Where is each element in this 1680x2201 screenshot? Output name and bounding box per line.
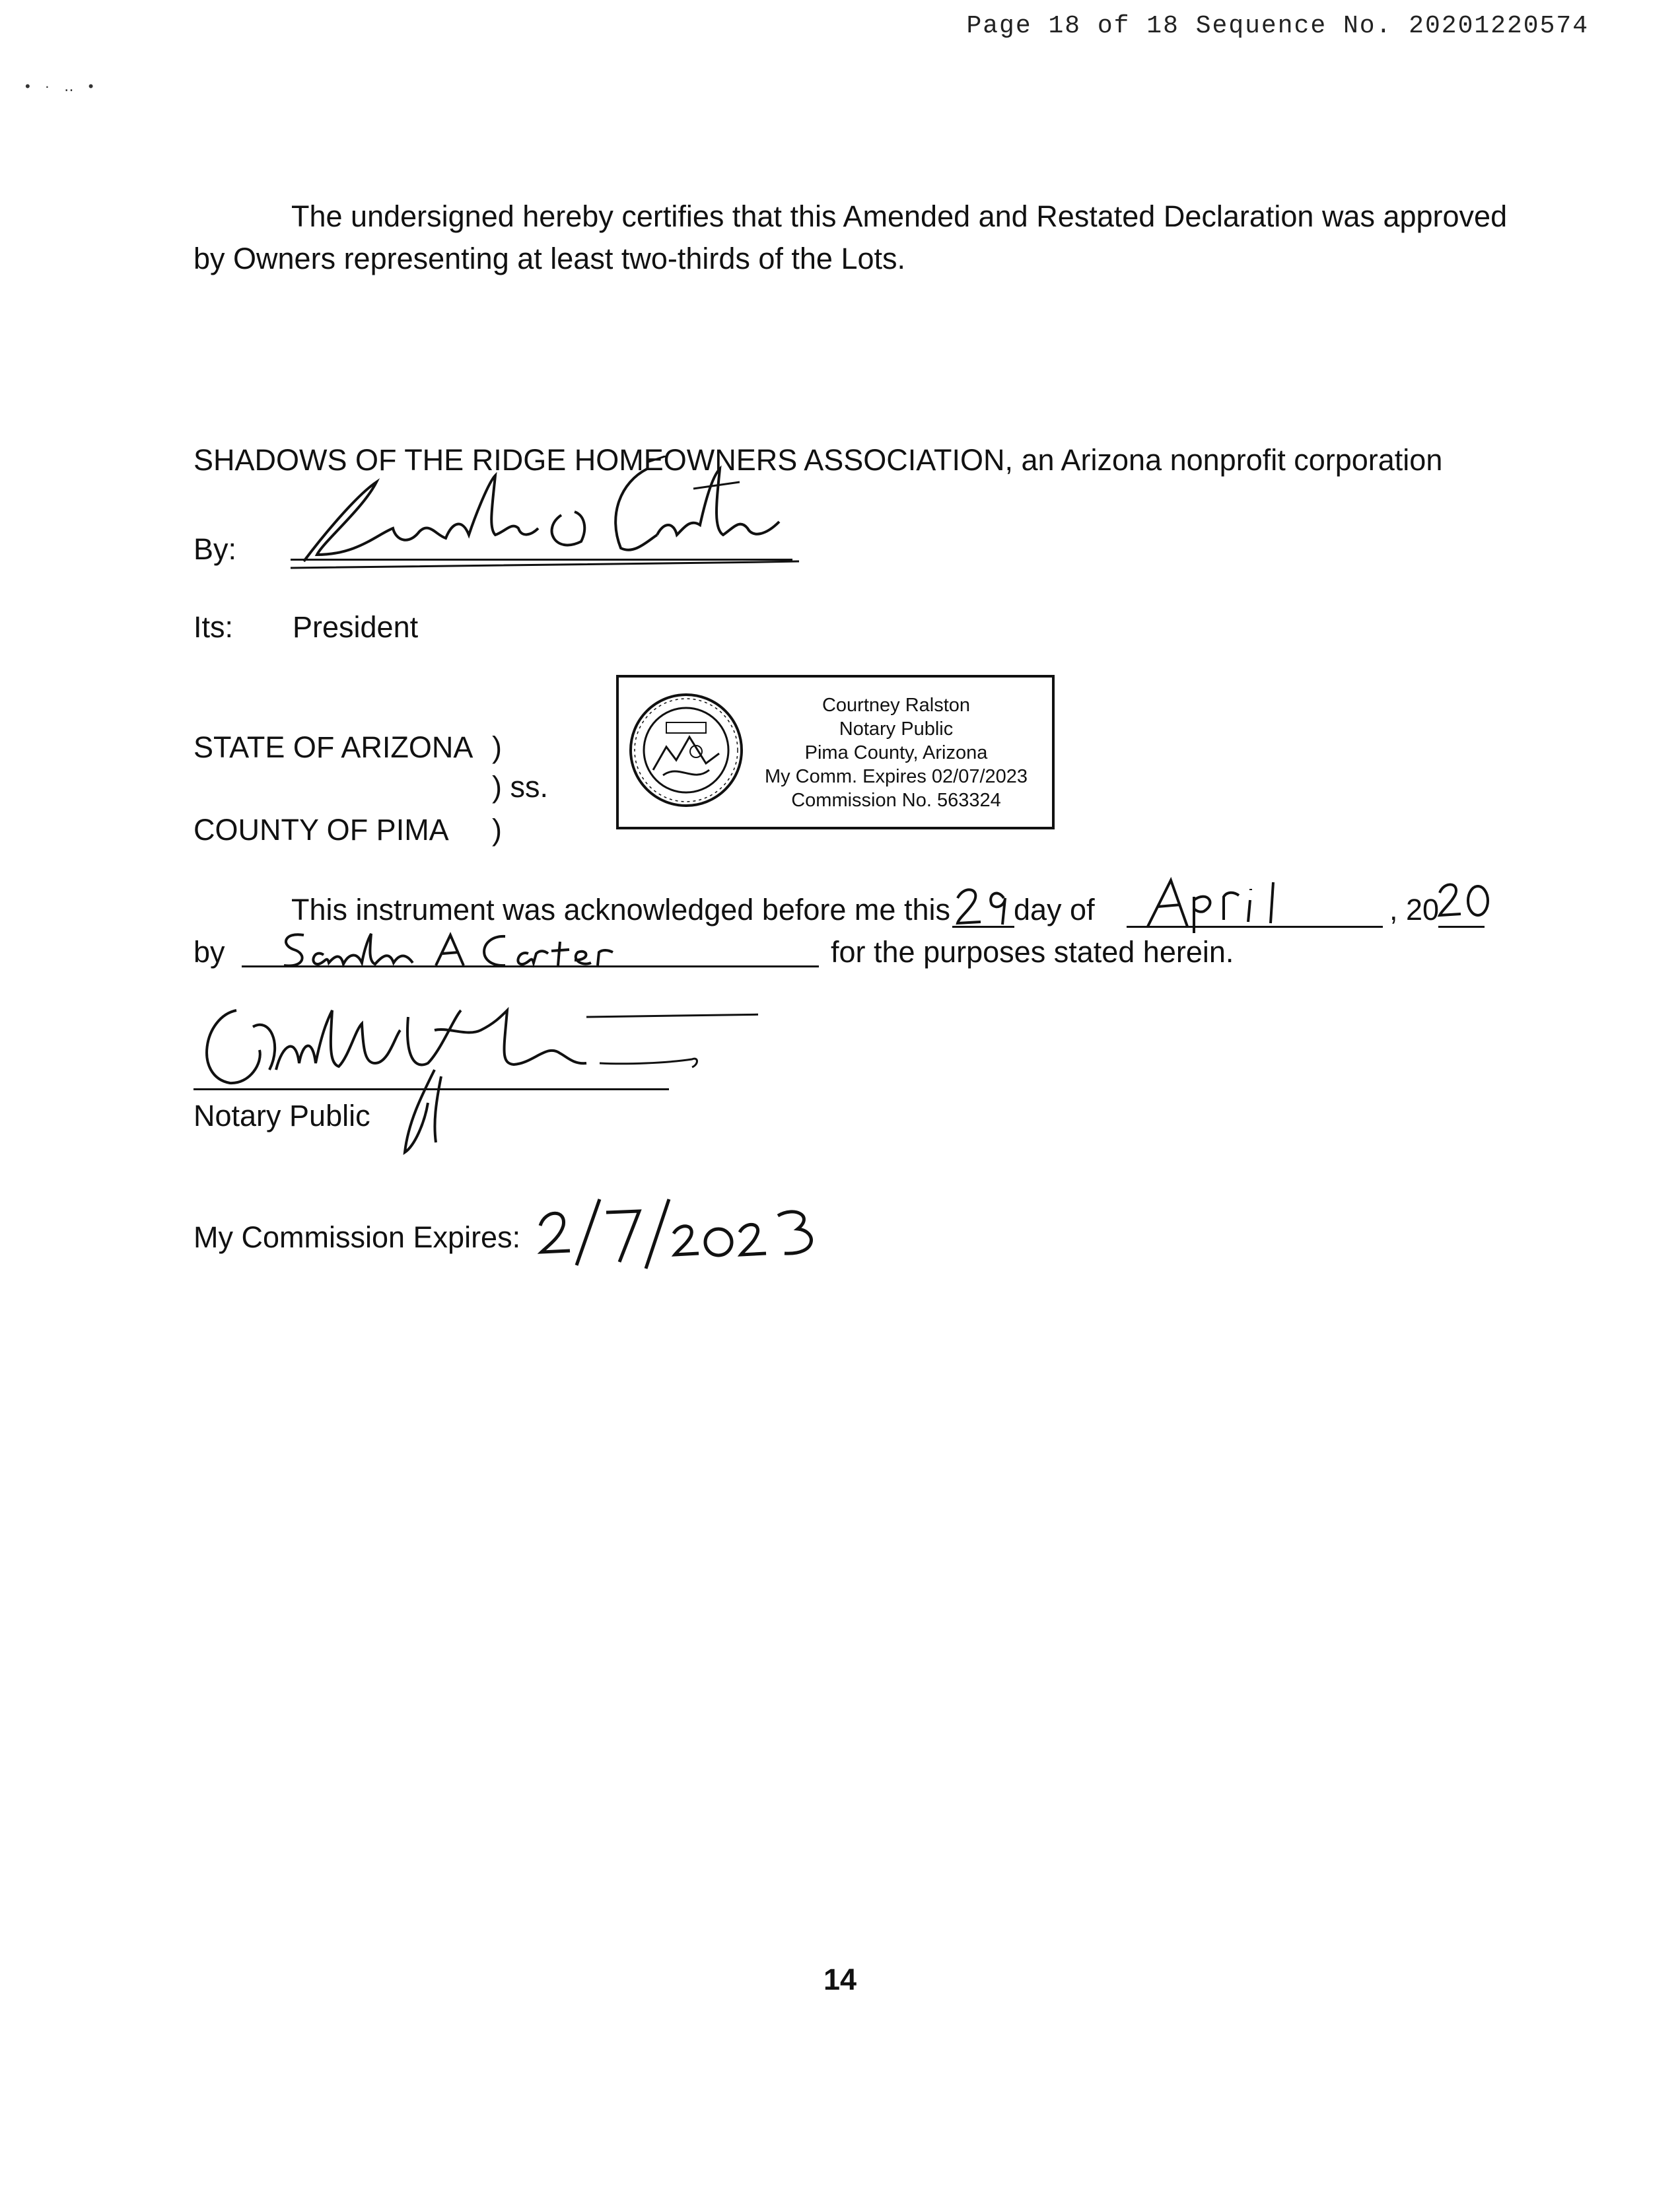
handwritten-month [1141, 870, 1286, 936]
year-line [1438, 926, 1485, 928]
stamp-county: Pima County, Arizona [804, 742, 988, 763]
venue-ss: ) ss. [492, 770, 548, 804]
organization-name: SHADOWS OF THE RIDGE HOMEOWNERS ASSOCIATION, an Arizona nonprofit corporation [193, 443, 1443, 477]
handwritten-acknowledged-name [277, 922, 621, 975]
by-label: By: [193, 532, 237, 566]
handwritten-commission-date [534, 1193, 824, 1272]
sequence-header: Page 18 of 18 Sequence No. 20201220574 [966, 12, 1589, 40]
stamp-notary-name: Courtney Ralston [822, 695, 971, 716]
venue-state: STATE OF ARIZONA [193, 730, 473, 764]
handwritten-day [951, 878, 1017, 931]
commission-expires-label: My Commission Expires: [193, 1220, 521, 1254]
state-seal-icon [627, 691, 746, 810]
stamp-expires: My Comm. Expires 02/07/2023 [764, 766, 1028, 787]
its-label: Its: [193, 610, 234, 644]
certification-paragraph [193, 195, 1514, 280]
stamp-commission: Commission No. 563324 [791, 790, 1001, 811]
venue-paren-bottom: ) [492, 813, 502, 847]
president-signature [277, 456, 819, 575]
notary-stamp-text [751, 693, 1041, 812]
certification-text: The undersigned hereby certifies that this Amended and Restated Declaration was approved by Owners representing at least two-thirds of the Lots. [193, 199, 1508, 275]
its-value: President [293, 610, 419, 644]
acknowledgment-prefix: This instrument was acknowledged before me this [291, 893, 950, 926]
handwritten-year [1434, 873, 1494, 926]
notary-stamp [616, 675, 1055, 829]
scan-specks: •·‥• [25, 78, 108, 94]
notary-public-label: Notary Public [193, 1099, 370, 1133]
acknowledgment-by-label: by [193, 935, 225, 969]
notary-signature-line [193, 1088, 669, 1090]
venue-paren-top: ) [492, 730, 502, 764]
stamp-notary-title: Notary Public [839, 718, 954, 740]
acknowledgment-suffix: for the purposes stated herein. [831, 935, 1234, 969]
page-number: 14 [823, 1963, 857, 1996]
venue-county: COUNTY OF PIMA [193, 813, 449, 847]
day-of-label: day of [1013, 893, 1095, 926]
year-prefix: , 20 [1389, 893, 1440, 926]
